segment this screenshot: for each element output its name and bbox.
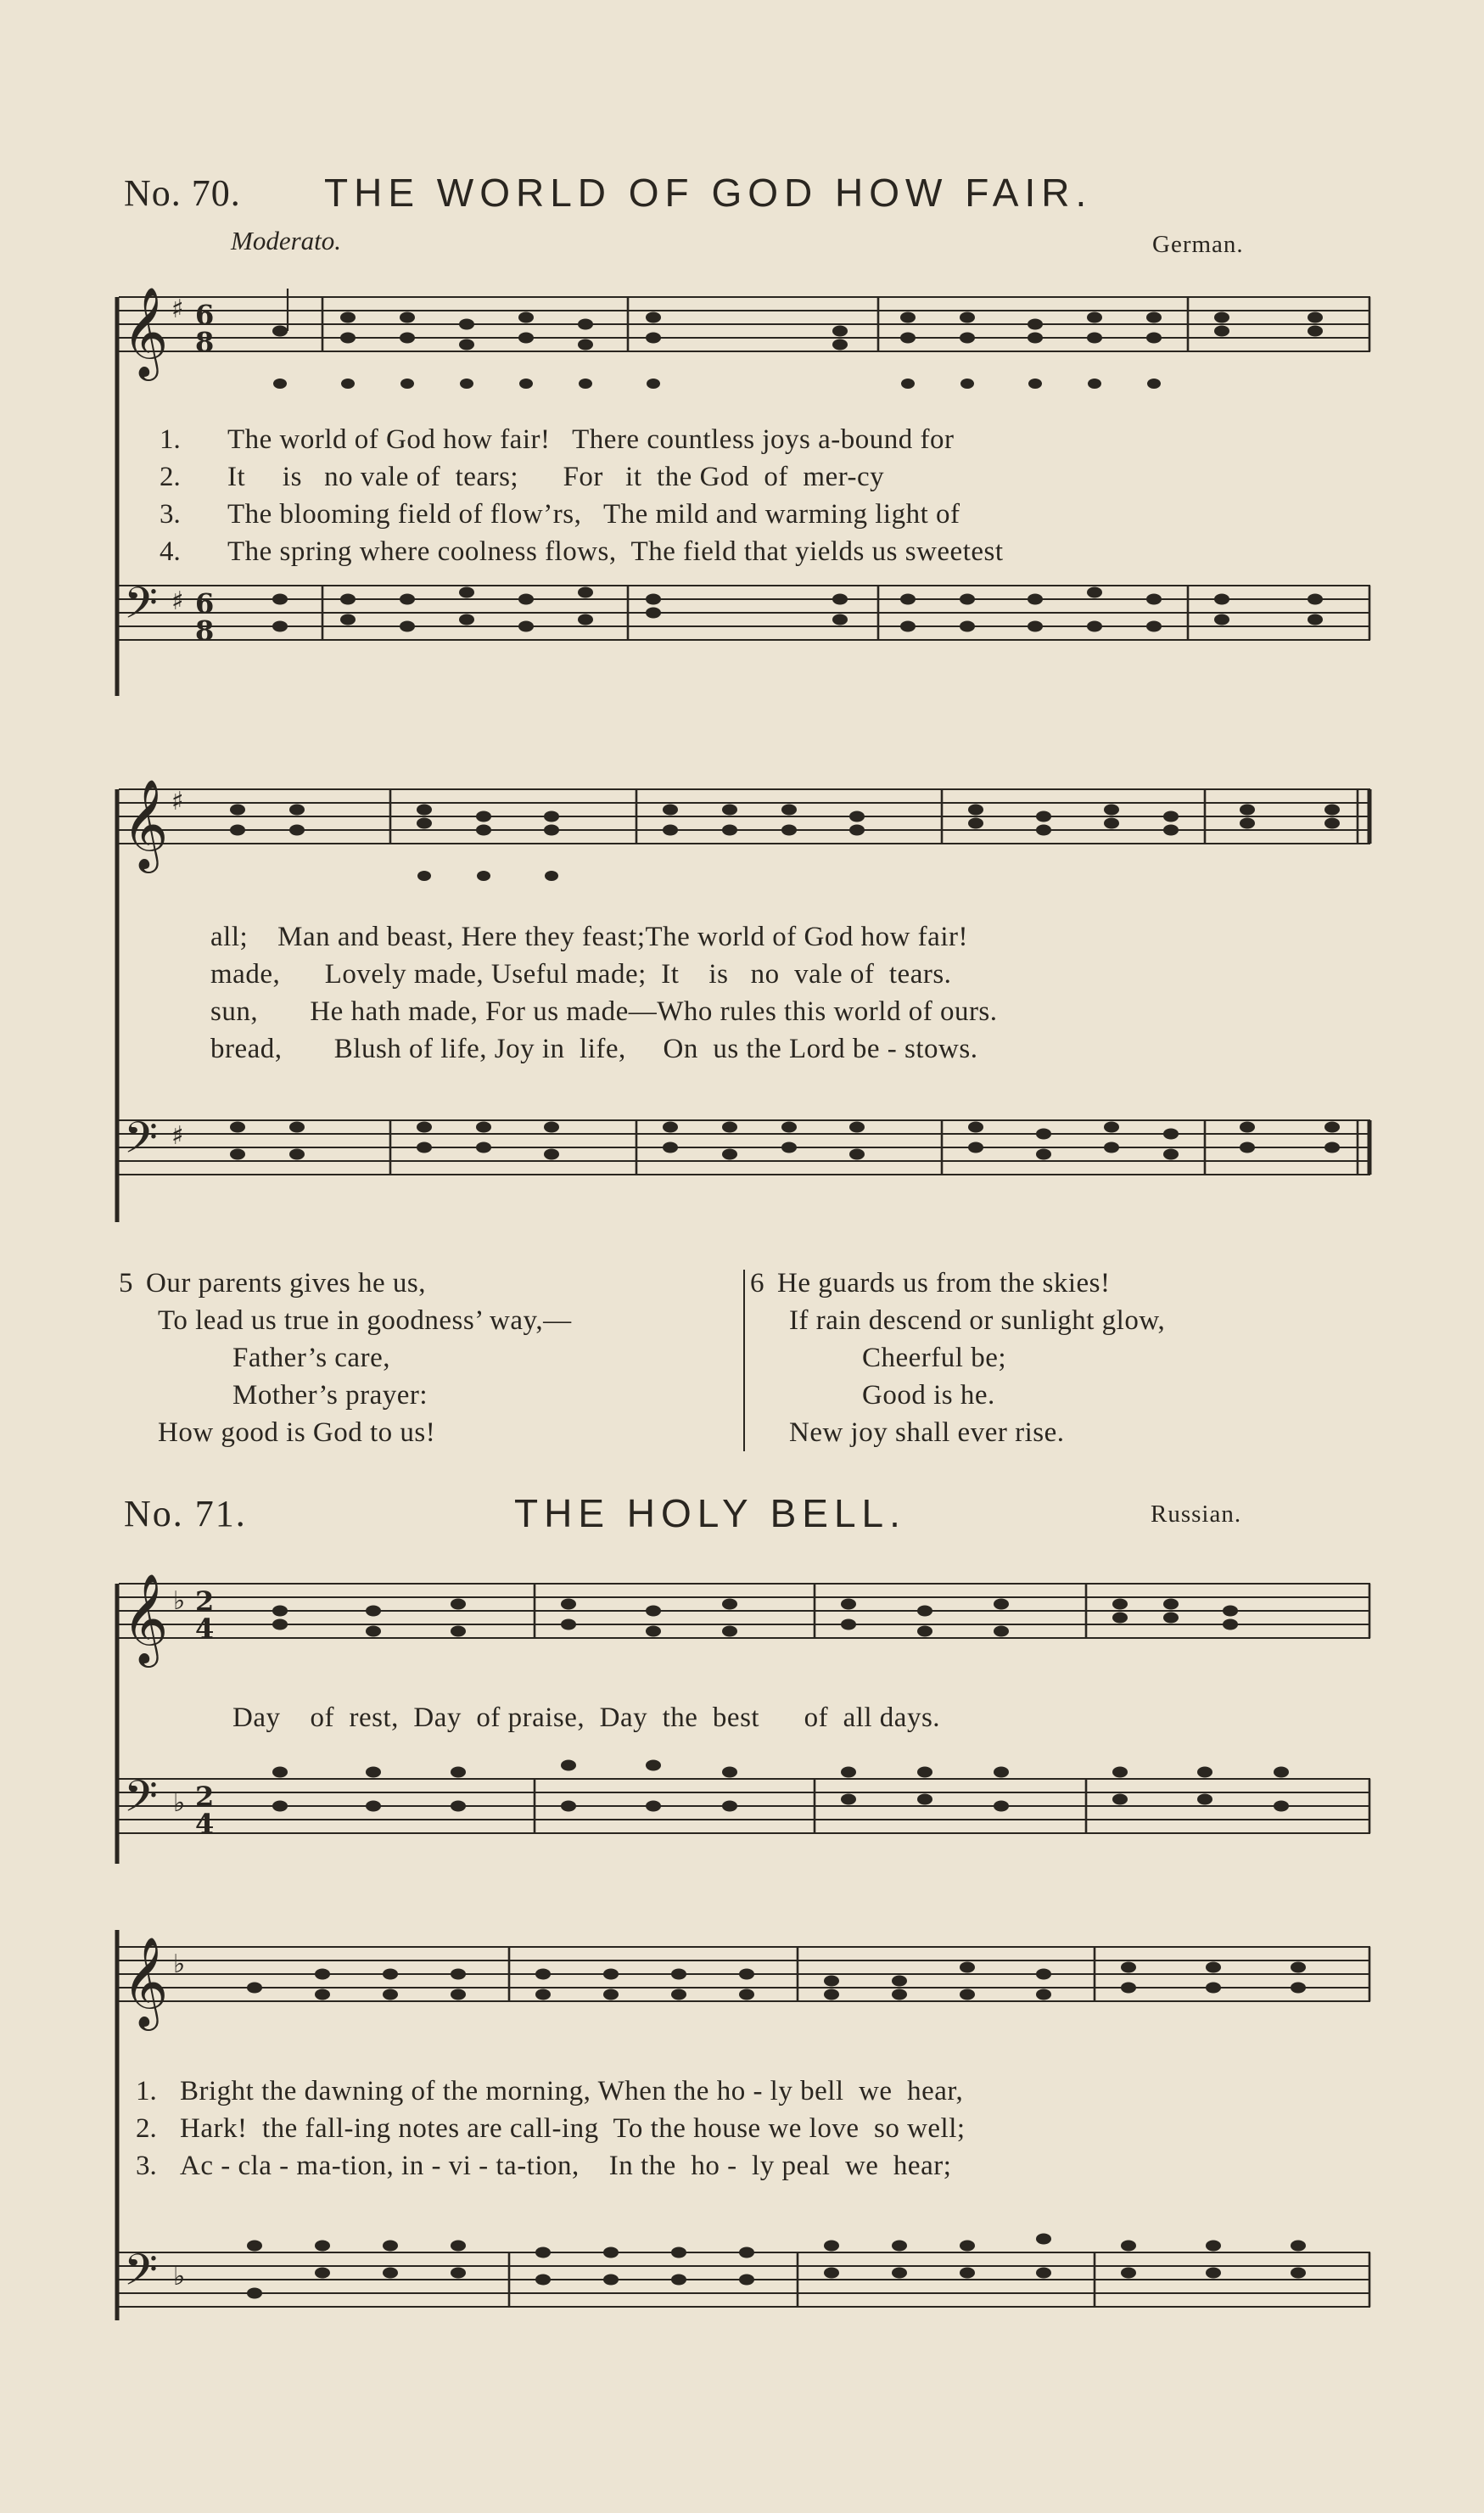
verse-number: 1.	[136, 2076, 157, 2106]
verse-line: Father’s care,	[232, 1343, 390, 1373]
flat-icon: ♭	[173, 2262, 186, 2291]
verse-line: Cheerful be;	[862, 1343, 1007, 1373]
treble-staff	[119, 1584, 1370, 1638]
verse-number: 2.	[160, 462, 181, 492]
lyric-line: made, Lovely made, Useful made; It is no vale of tears.	[210, 959, 952, 990]
lyric-line: The spring where coolness flows, The field that yields us sweetest	[227, 536, 1004, 567]
lyric-line: The world of God how fair! There countless joys a-bound for	[227, 424, 955, 455]
hymn-71-number: No. 71.	[124, 1493, 247, 1534]
verse-line: If rain descend or sunlight glow,	[789, 1305, 1166, 1336]
hymn-70-title: THE WORLD OF GOD HOW FAIR.	[324, 171, 1093, 215]
sharp-icon: ♯	[171, 787, 184, 816]
verse-line: Good is he.	[862, 1380, 995, 1411]
treble-clef-icon: 𝄞	[122, 1936, 169, 2027]
verse-line: How good is God to us!	[158, 1417, 436, 1448]
treble-staff	[119, 789, 1370, 844]
verse-line: New joy shall ever rise.	[789, 1417, 1065, 1448]
treble-notes	[247, 1962, 1306, 2000]
sharp-icon: ♯	[171, 586, 184, 616]
bass-staff	[119, 586, 1370, 640]
lyric-line: The blooming field of flow’rs, The mild and warming light of	[227, 499, 960, 530]
verse-6-number: 6	[750, 1268, 764, 1299]
verse-line: Mother’s prayer:	[232, 1380, 428, 1411]
bass-notes	[272, 1760, 1289, 1812]
flat-icon: ♭	[173, 1788, 186, 1818]
hymn-70-number: No. 70.	[124, 172, 241, 214]
treble-clef-icon: 𝄞	[122, 778, 169, 869]
bass-clef-icon: 𝄢	[124, 1112, 158, 1174]
hymn-71-title: THE HOLY BELL.	[514, 1491, 906, 1535]
hymn-70-origin: German.	[1152, 231, 1244, 258]
lyric-line: Hark! the fall-ing notes are call-ing To the house we love so well;	[180, 2113, 966, 2144]
svg-text:4: 4	[195, 1808, 215, 1840]
verse-line: To lead us true in goodness’ way,—	[158, 1305, 572, 1336]
lyric-line: sun, He hath made, For us made—Who rules this world of ours.	[210, 996, 998, 1027]
lyric-line: It is no vale of tears; For it the God of mer-cy	[227, 462, 885, 492]
bass-clef-icon: 𝄢	[124, 577, 158, 639]
hymn-71-origin: Russian.	[1151, 1501, 1242, 1528]
verse-number: 2.	[136, 2113, 157, 2144]
bass-clef-icon: 𝄢	[124, 1770, 158, 1832]
verse-number: 4.	[160, 536, 181, 567]
treble-clef-icon: 𝄞	[122, 1573, 169, 1663]
lyric-line: all; Man and beast, Here they feast;The world of God how fair!	[210, 922, 968, 952]
verse-divider	[743, 1270, 745, 1451]
verse-number: 3.	[136, 2151, 157, 2181]
treble-notes	[272, 1599, 1238, 1637]
svg-text:8: 8	[195, 326, 215, 358]
svg-text:4: 4	[195, 1613, 215, 1645]
verse-number: 1.	[160, 424, 181, 455]
verse-number: 3.	[160, 499, 181, 530]
svg-text:6: 6	[195, 587, 215, 620]
bass-clef-icon: 𝄢	[124, 2244, 158, 2306]
flat-icon: ♭	[173, 1949, 186, 1979]
bass-staff	[119, 1779, 1370, 1833]
lyric-line: Day of rest, Day of praise, Day the best of all days.	[232, 1702, 941, 1733]
verse-5-number: 5	[119, 1268, 133, 1299]
bass-staff	[119, 1120, 1370, 1175]
lyric-line: Bright the dawning of the morning, When the ho - ly bell we hear,	[180, 2076, 964, 2106]
sharp-icon: ♯	[171, 1121, 184, 1151]
bass-notes	[272, 587, 1323, 632]
svg-text:2: 2	[195, 1781, 215, 1813]
svg-text:2: 2	[195, 1585, 215, 1618]
verse-line: Our parents gives he us,	[146, 1268, 427, 1299]
lyric-line: Ac - cla - ma-tion, in - vi - ta-tion, In the ho - ly peal we hear;	[180, 2151, 952, 2181]
verse-line: He guards us from the skies!	[777, 1268, 1111, 1299]
treble-staff	[119, 297, 1370, 351]
svg-text:8: 8	[195, 614, 215, 647]
hymn-70-tempo: Moderato.	[231, 226, 342, 255]
flat-icon: ♭	[173, 1586, 186, 1616]
bass-notes	[230, 1122, 1340, 1160]
sharp-icon: ♯	[171, 294, 184, 324]
svg-text:6: 6	[195, 299, 215, 331]
treble-clef-icon: 𝄞	[122, 286, 169, 377]
lyric-line: bread, Blush of life, Joy in life, On us the Lord be - stows.	[210, 1034, 978, 1064]
